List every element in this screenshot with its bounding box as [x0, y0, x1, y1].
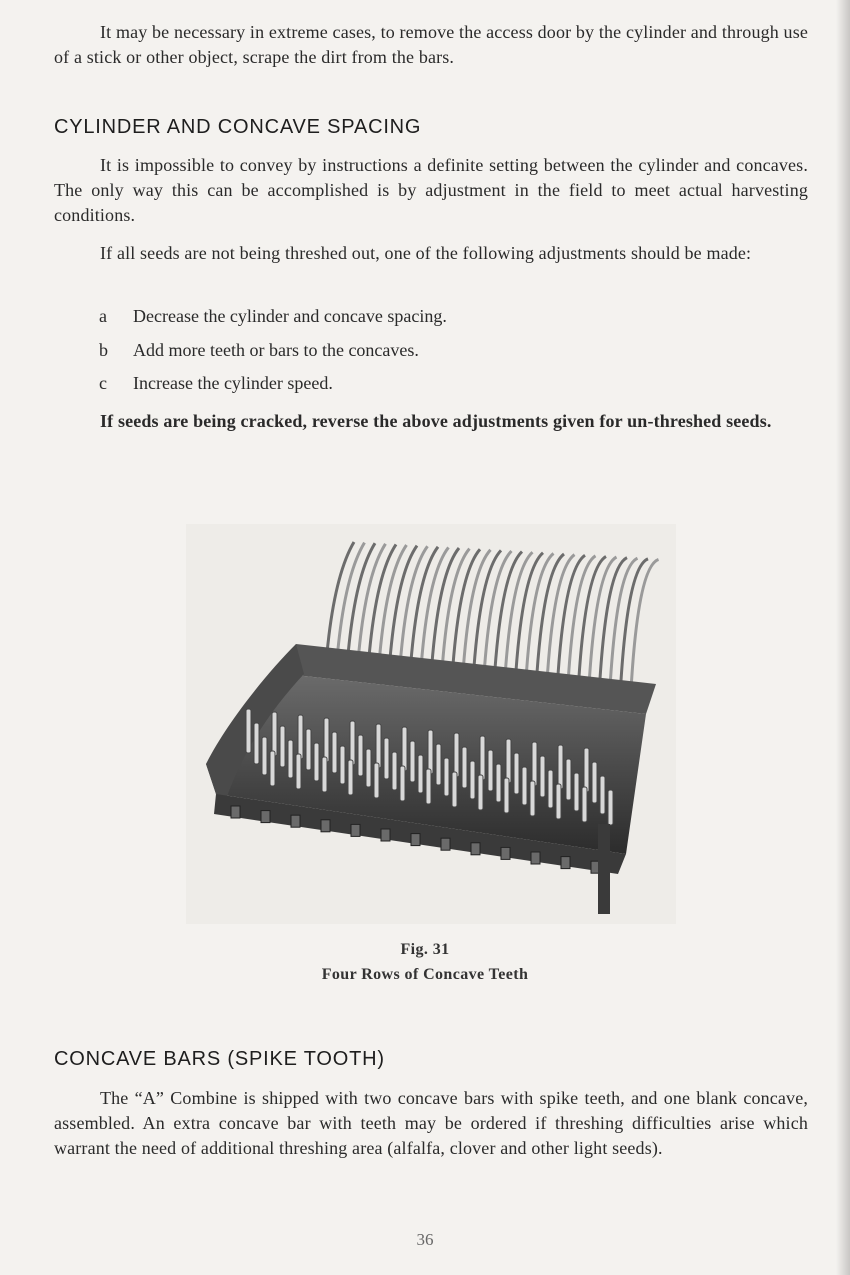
page-number: 36 [416, 1230, 434, 1249]
concave-tooth [332, 732, 337, 773]
concave-tooth [306, 729, 311, 770]
concave-bolt [411, 834, 420, 846]
intro-paragraph: It may be necessary in extreme cases, to remove the access door by the cylinder and through use of a stick or other object, scrape the dirt from the bars. [54, 22, 808, 67]
concave-bolt [471, 843, 480, 855]
concave-tooth [592, 762, 597, 803]
concave-tooth [428, 730, 433, 774]
adjustment-list-item-c [99, 371, 333, 396]
list-letter: b [99, 340, 108, 360]
concave-tooth [272, 712, 277, 756]
concave-tooth [556, 784, 561, 819]
concave-bolt [231, 806, 240, 818]
concave-tooth [348, 760, 353, 795]
concave-bolt [321, 820, 330, 832]
concave-tooth [400, 766, 405, 801]
concave-tooth [558, 745, 563, 789]
concave-bolt [381, 829, 390, 841]
concave-bolt [441, 838, 450, 850]
concave-tooth [582, 787, 587, 822]
concave-tooth [402, 727, 407, 771]
concave-tooth [280, 726, 285, 767]
figure-caption: Four Rows of Concave Teeth [321, 966, 529, 983]
concave-bolt [501, 847, 510, 859]
list-text: Decrease the cylinder and concave spacing. [133, 306, 447, 326]
concave-tooth [566, 759, 571, 800]
concave-bolt [531, 852, 540, 864]
concave-tooth [506, 739, 511, 783]
concave-tooth [270, 751, 275, 786]
concave-tooth [462, 747, 467, 788]
list-text: Add more teeth or bars to the concaves. [133, 340, 419, 360]
concave-tooth [470, 761, 475, 799]
concave-tooth [532, 742, 537, 786]
concave-tooth [358, 735, 363, 776]
concave-tooth [374, 763, 379, 798]
concave-bars-paragraph: The “A” Combine is shipped with two concave bars with spike teeth, and one blank concave, assembled. An extra concave bar with teeth may be ordered if threshing difficulties arise which warrant the need of additional threshing area (alfalfa, clover and other light seeds). [54, 1088, 808, 1158]
spacing-paragraph-3: If seeds are being cracked, reverse the above adjustments given for un-threshed seeds. [100, 411, 772, 431]
adjustment-list-item-b [99, 338, 419, 363]
concave-tooth [376, 724, 381, 768]
concave-tooth [444, 758, 449, 796]
concave-tooth [600, 776, 605, 814]
concave-tooth [314, 743, 319, 781]
concave-bolt [291, 815, 300, 827]
concave-tooth [522, 767, 527, 805]
concave-tooth [452, 772, 457, 807]
concave-tooth [574, 773, 579, 811]
concave-tooth [410, 741, 415, 782]
concave-bolt [561, 857, 570, 869]
concave-tooth [262, 737, 267, 775]
concave-tooth [426, 769, 431, 804]
concave-tooth [530, 781, 535, 816]
concave-tooth [514, 753, 519, 794]
list-letter: a [99, 306, 107, 326]
concave-tooth [254, 723, 259, 764]
concave-tooth [496, 764, 501, 802]
concave-tooth [340, 746, 345, 784]
concave-tooth [384, 738, 389, 779]
list-letter: c [99, 373, 107, 393]
concave-tooth [540, 756, 545, 797]
concave-tooth [298, 715, 303, 759]
concave-tooth [322, 757, 327, 792]
spacing-paragraph-1: It is impossible to convey by instructions a definite setting between the cylinder and concaves. The only way this can be accomplished is by adjustment in the field to meet actual harvesting conditions. [54, 155, 808, 225]
concave-tooth [504, 778, 509, 813]
concave-tooth [454, 733, 459, 777]
concave-tooth [350, 721, 355, 765]
section-heading-concave-bars: CONCAVE BARS (SPIKE TOOTH) [54, 1048, 385, 1070]
concave-tooth [288, 740, 293, 778]
concave-tooth [436, 744, 441, 785]
concave-tooth [392, 752, 397, 790]
concave-tooth [478, 775, 483, 810]
concave-bolt [261, 811, 270, 823]
concave-teeth-photo [186, 524, 676, 924]
concave-tooth [488, 750, 493, 791]
concave-tooth [324, 718, 329, 762]
concave-tooth [584, 748, 589, 792]
adjustment-list-item-a [99, 304, 447, 329]
concave-tooth [480, 736, 485, 780]
concave-tooth [418, 755, 423, 793]
concave-tooth [366, 749, 371, 787]
concave-tooth [246, 709, 251, 753]
figure-number: Fig. 31 [400, 941, 450, 958]
spacing-paragraph-2: If all seeds are not being threshed out, one of the following adjustments should be made: [100, 243, 752, 263]
section-heading-cylinder-spacing: CYLINDER AND CONCAVE SPACING [54, 116, 422, 138]
concave-bolt [351, 824, 360, 836]
list-text: Increase the cylinder speed. [133, 373, 333, 393]
concave-tooth [548, 770, 553, 808]
concave-tooth [608, 790, 613, 825]
concave-tooth [296, 754, 301, 789]
